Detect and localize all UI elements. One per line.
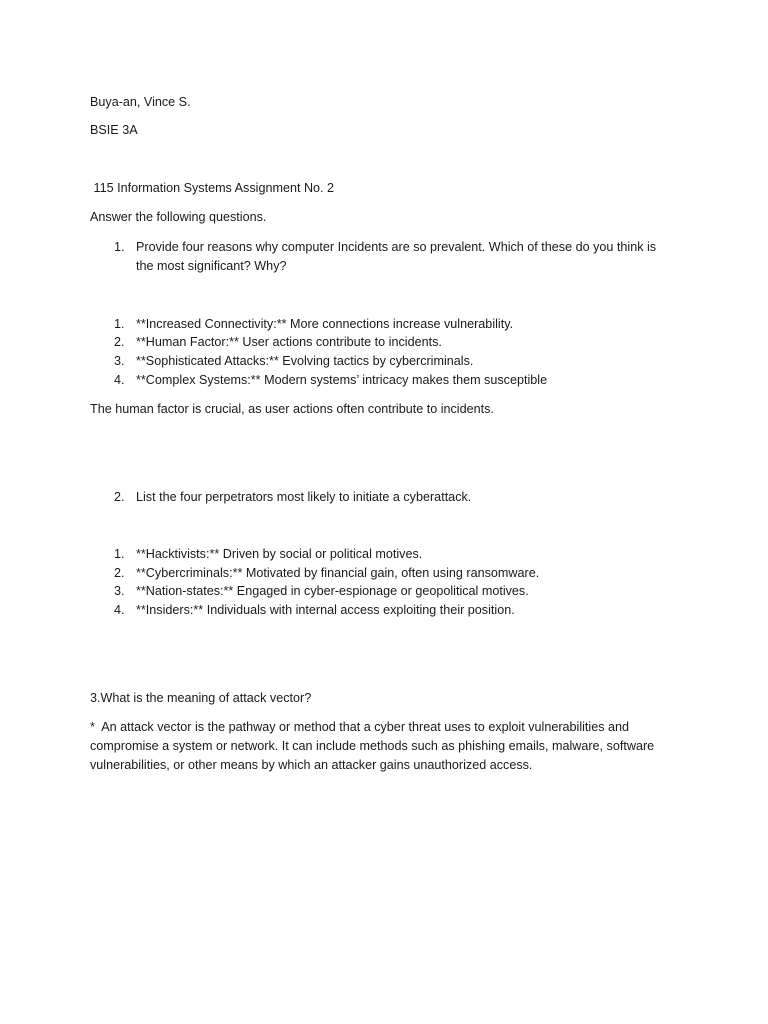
question-1-conclusion: The human factor is crucial, as user actions often contribute to incidents. bbox=[90, 402, 494, 416]
perpetrator-1-number: 1. bbox=[114, 547, 125, 561]
answer-2-number: 2. bbox=[114, 335, 125, 349]
question-2-number: 2. bbox=[114, 490, 125, 504]
answer-2-text: **Human Factor:** User actions contribute to incidents. bbox=[136, 335, 442, 349]
answer-4-text: **Complex Systems:** Modern systems’ intricacy makes them susceptible bbox=[136, 373, 548, 387]
question-3-answer-line2: compromise a system or network. It can include methods such as phishing emails, malware, software bbox=[90, 739, 655, 753]
perpetrator-4-number: 4. bbox=[114, 603, 125, 617]
perpetrator-2-number: 2. bbox=[114, 566, 125, 580]
student-name: Buya-an, Vince S. bbox=[90, 95, 191, 109]
question-1-text-line1: Provide four reasons why computer Incidents are so prevalent. Which of these do you think is bbox=[136, 240, 657, 254]
question-1-number: 1. bbox=[114, 240, 125, 254]
answer-1-number: 1. bbox=[114, 317, 125, 331]
question-2-text: List the four perpetrators most likely to initiate a cyberattack. bbox=[136, 490, 472, 504]
perpetrator-3-text: **Nation-states:** Engaged in cyber-espionage or geopolitical motives. bbox=[136, 584, 529, 598]
answer-4-number: 4. bbox=[114, 373, 125, 387]
answer-3-number: 3. bbox=[114, 354, 125, 368]
perpetrator-2-text: **Cybercriminals:** Motivated by financial gain, often using ransomware. bbox=[136, 566, 540, 580]
answer-3-text: **Sophisticated Attacks:** Evolving tactics by cybercriminals. bbox=[136, 354, 474, 368]
perpetrator-4-text: **Insiders:** Individuals with internal access exploiting their position. bbox=[136, 603, 515, 617]
question-3-text: 3.What is the meaning of attack vector? bbox=[90, 691, 312, 705]
answer-1-text: **Increased Connectivity:** More connections increase vulnerability. bbox=[136, 317, 514, 331]
assignment-title: 115 Information Systems Assignment No. 2 bbox=[90, 181, 335, 195]
perpetrator-3-number: 3. bbox=[114, 584, 125, 598]
student-section: BSIE 3A bbox=[90, 123, 138, 137]
instruction-text: Answer the following questions. bbox=[90, 210, 267, 224]
question-1-text-line2: the most significant? Why? bbox=[136, 259, 287, 273]
question-3-answer-line1: * An attack vector is the pathway or method that a cyber threat uses to exploit vulnerabilities and bbox=[90, 720, 630, 734]
question-3-answer-line3: vulnerabilities, or other means by which an attacker gains unauthorized access. bbox=[90, 758, 533, 772]
perpetrator-1-text: **Hacktivists:** Driven by social or political motives. bbox=[136, 547, 423, 561]
